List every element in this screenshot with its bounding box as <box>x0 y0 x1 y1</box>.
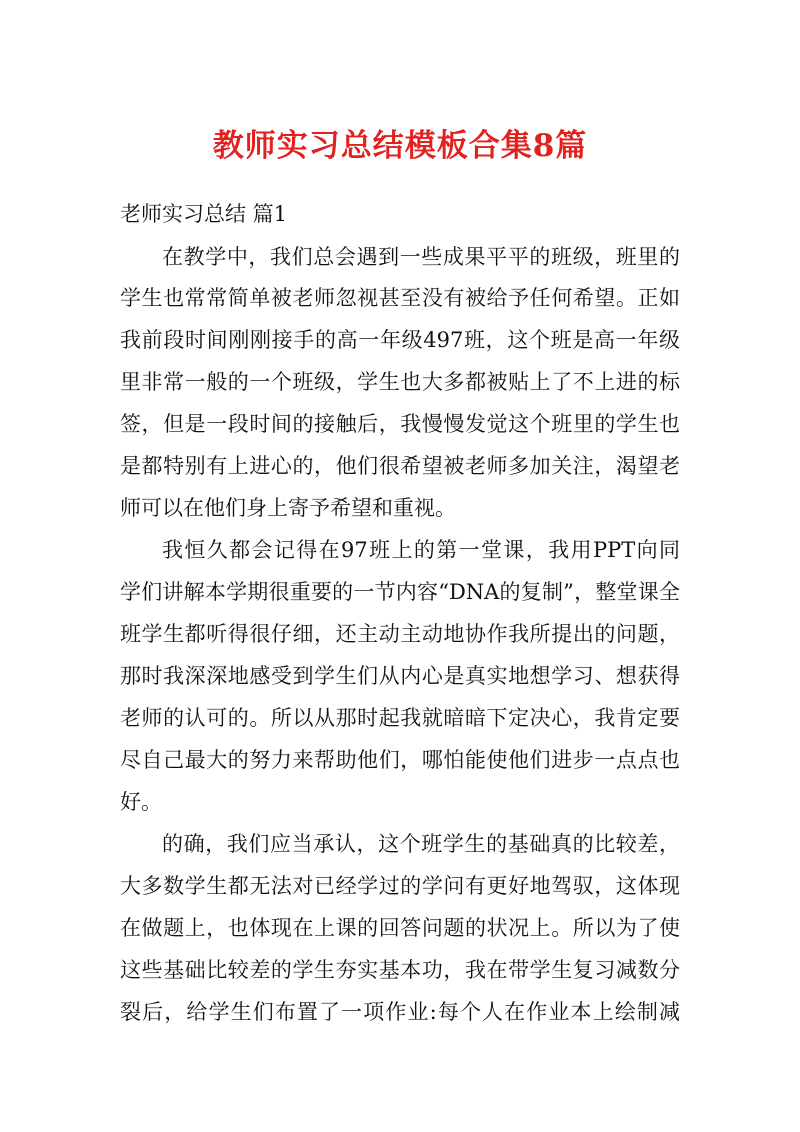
paragraph-2-line-4: 那时我深深地感受到学生们从内心是真实地想学习、想获得 <box>120 664 680 688</box>
paragraph-2-line-2: 学们讲解本学期很重要的一节内容“DNA的复制”，整堂课全 <box>120 580 680 604</box>
paragraph-3-line-4: 这些基础比较差的学生夯实基本功，我在带学生复习减数分 <box>120 958 680 982</box>
paragraph-2-line-6: 尽自己最大的努力来帮助他们，哪怕能使他们进步一点点也 <box>120 748 680 772</box>
paragraph-2-line-1: 我恒久都会记得在97班上的第一堂课，我用PPT向同 <box>162 538 680 562</box>
paragraph-3-line-1: 的确，我们应当承认，这个班学生的基础真的比较差， <box>162 832 680 856</box>
page-title: 教师实习总结模板合集8篇 <box>212 128 588 164</box>
paragraph-1-line-7: 师可以在他们身上寄予希望和重视。 <box>120 496 456 520</box>
paragraph-1-line-5: 签，但是一段时间的接触后，我慢慢发觉这个班里的学生也 <box>120 412 680 436</box>
paragraph-1-line-1: 在教学中，我们总会遇到一些成果平平的班级，班里的 <box>162 245 680 269</box>
paragraph-1-line-6: 是都特别有上进心的，他们很希望被老师多加关注，渴望老 <box>120 454 680 478</box>
paragraph-1-line-2: 学生也常常简单被老师忽视甚至没有被给予任何希望。正如 <box>120 286 680 310</box>
paragraph-2-line-7: 好。 <box>120 790 162 814</box>
paragraph-2-line-3: 班学生都听得很仔细，还主动主动地协作我所提出的问题， <box>120 622 680 646</box>
paragraph-1-line-4: 里非常一般的一个班级，学生也大多都被贴上了不上进的标 <box>120 370 680 394</box>
paragraph-1-line-3: 我前段时间刚刚接手的高一年级497班，这个班是高一年级 <box>120 328 680 352</box>
paragraph-3-line-2: 大多数学生都无法对已经学过的学问有更好地驾驭，这体现 <box>120 874 680 898</box>
paragraph-3-line-3: 在做题上，也体现在上课的回答问题的状况上。所以为了使 <box>120 916 680 940</box>
section-heading: 老师实习总结 篇1 <box>120 202 288 226</box>
paragraph-3-line-5: 裂后，给学生们布置了一项作业:每个人在作业本上绘制减 <box>120 1000 680 1024</box>
paragraph-2-line-5: 老师的认可的。所以从那时起我就暗暗下定决心，我肯定要 <box>120 706 680 730</box>
